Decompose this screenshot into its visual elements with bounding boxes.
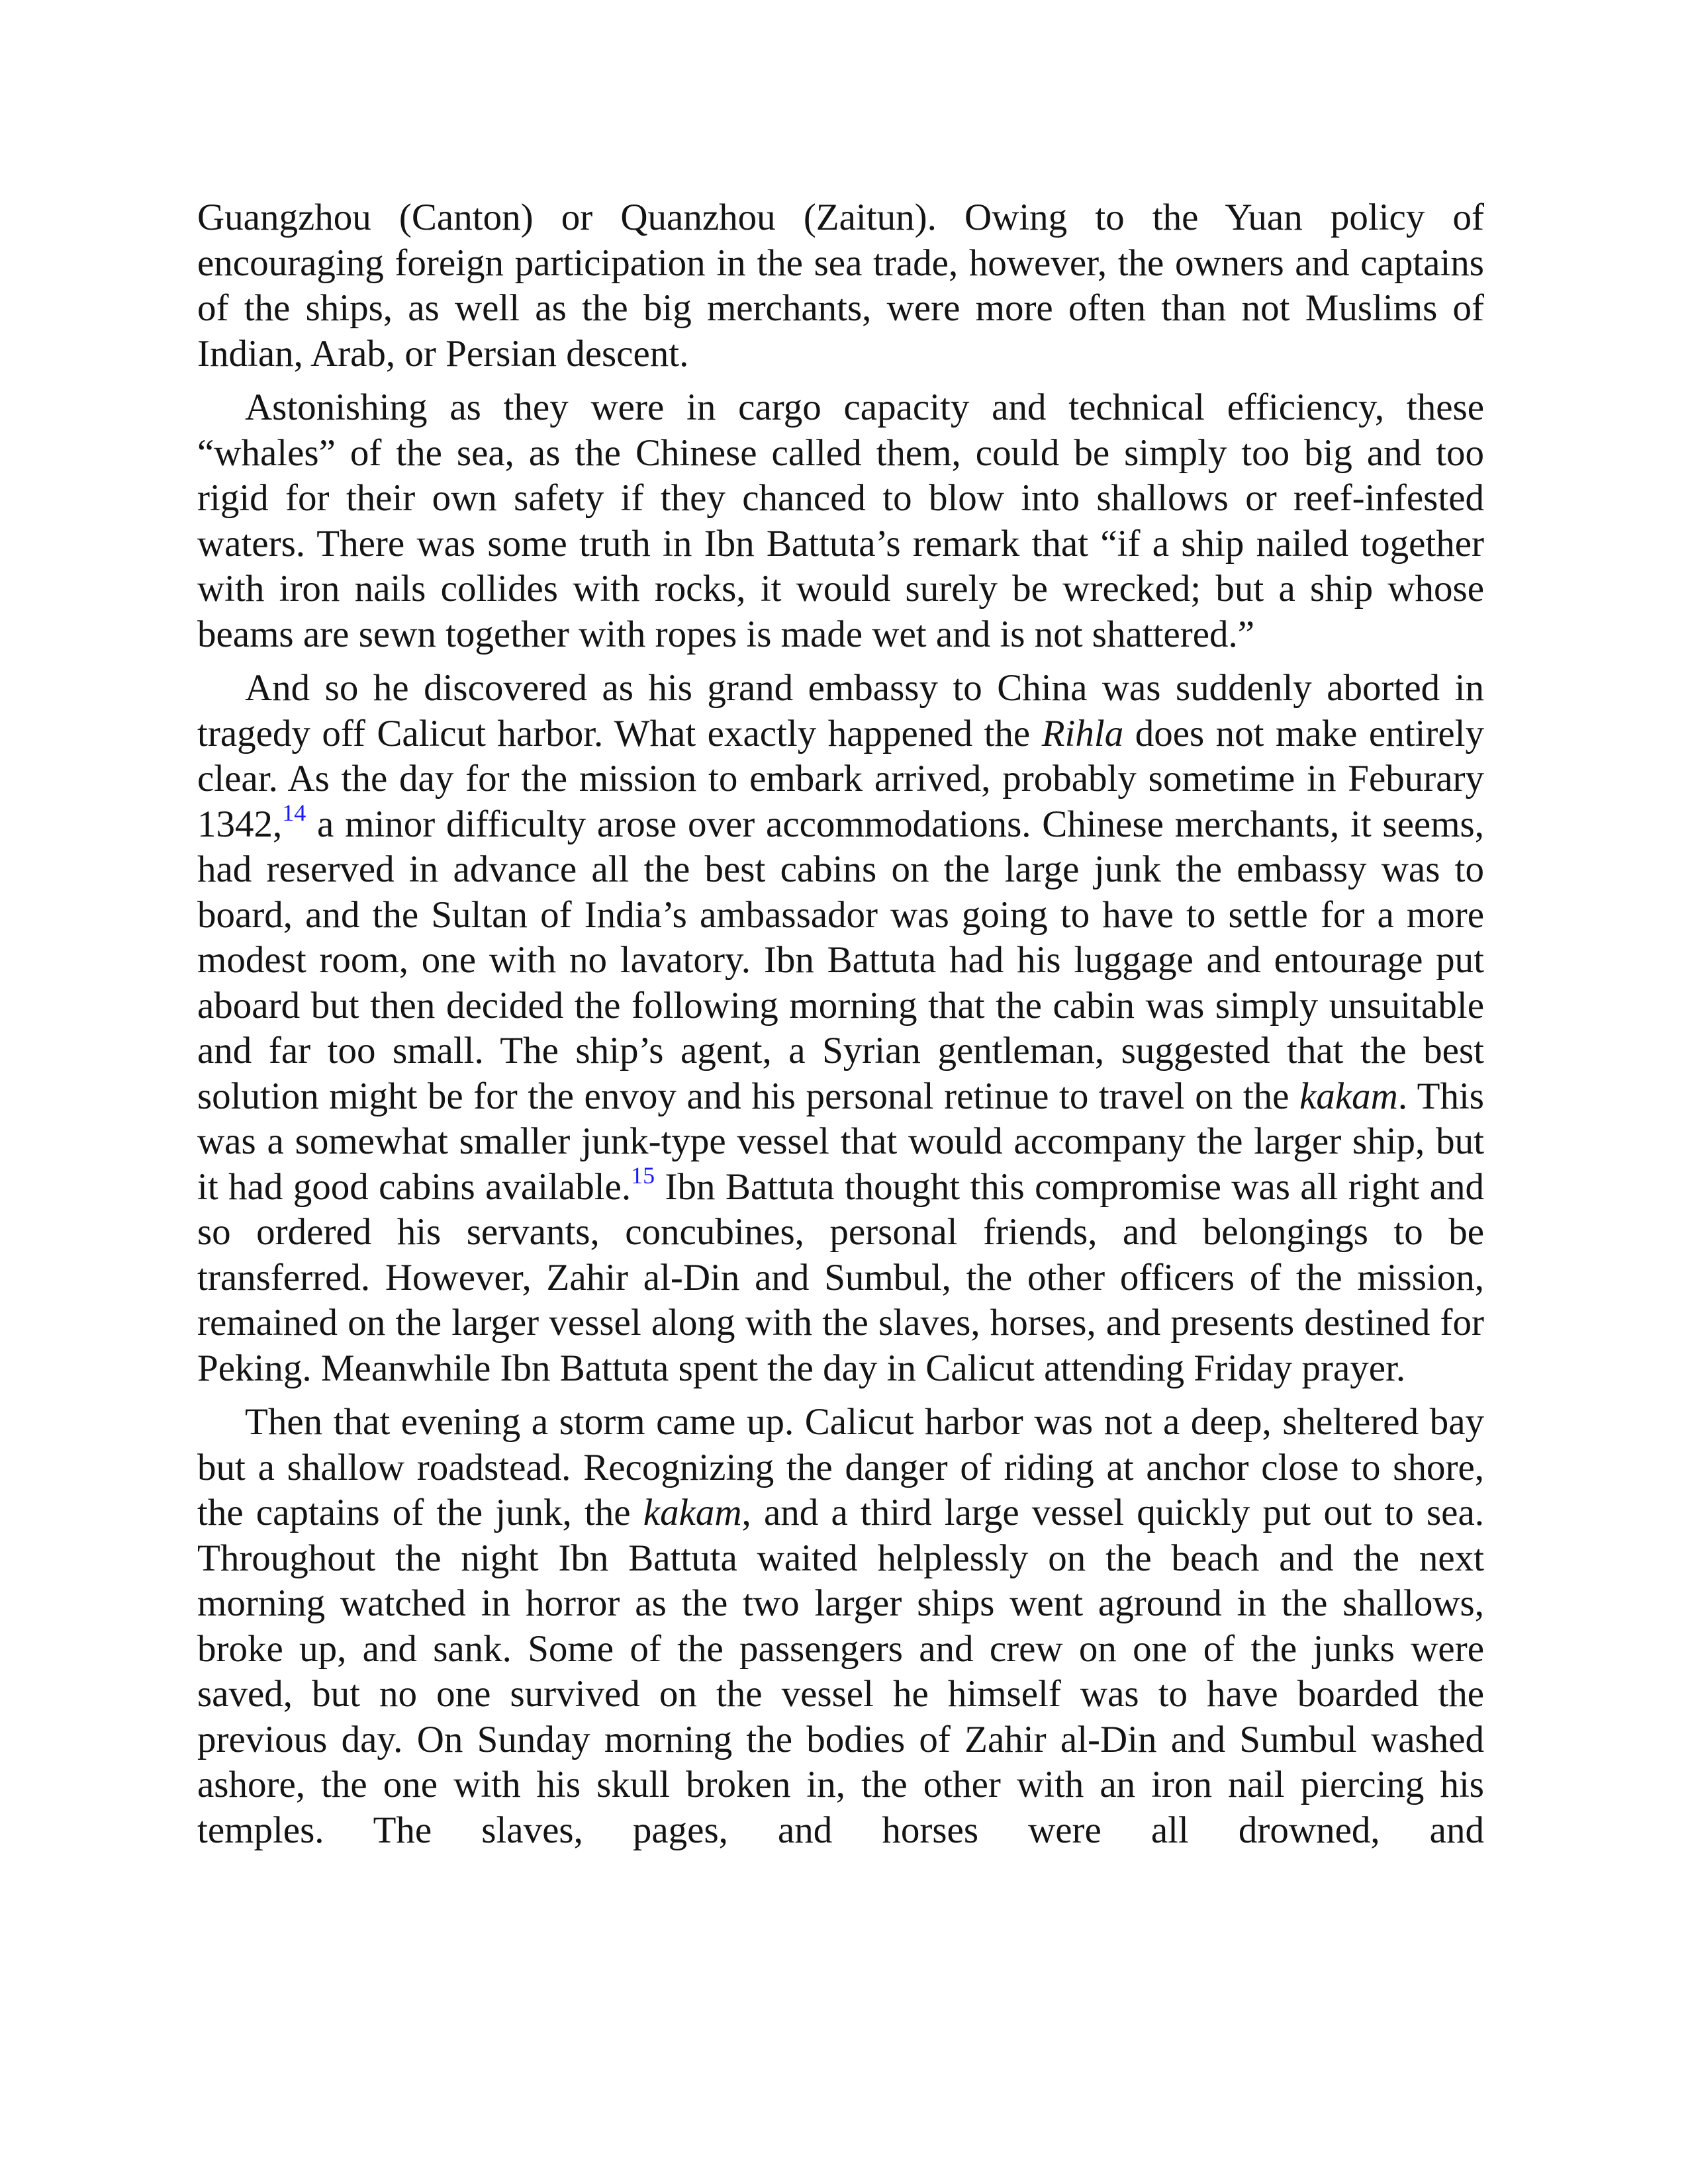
paragraph: [197, 385, 1484, 657]
paragraph-text: . This was a somewhat smaller junk-type vessel that would accompany the larger ship, but it had good cabins available.: [197, 1075, 1484, 1208]
italic-title-rihla: Rihla: [1041, 712, 1124, 754]
italic-term-kakam: kakam: [643, 1492, 742, 1533]
paragraph-text: And so he discovered as his grand embassy to China was suddenly aborted in tragedy off Calicut harbor. What exactly happened the: [197, 667, 1484, 754]
paragraph: [197, 1400, 1484, 1853]
paragraph-text: Guangzhou (Canton) or Quanzhou (Zaitun). Owing to the Yuan policy of encouraging foreign participation in the sea trade, however, the owners and captains of the ships, as well as the big merchants, were more often than not Muslims of Indian, Arab, or Persian descent.: [197, 197, 1484, 375]
page-body: [197, 195, 1484, 1853]
paragraph-text: a minor difficulty arose over accommodations. Chinese merchants, it seems, had reserved in advance all the best cabins on the large junk the embassy was to board, and the Sultan of India’s ambassador was going to have to settle for a more modest room, one with no lavatory. Ibn Battuta had his luggage and entourage put aboard but then decided the following morning that the cabin was simply unsuitable and far too small. The ship’s agent, a Syrian gentleman, suggested that the best solution might be for the envoy and his personal retinue to travel on the: [197, 803, 1484, 1117]
paragraph-text: Ibn Battuta thought this compromise was all right and so ordered his servants, concubines, personal friends, and belongings to be transferred. However, Zahir al-Din and Sumbul, the other officers of the mission, remained on the larger vessel along with the slaves, horses, and presents destined for Peking. Meanwhile Ibn Battuta spent the day in Calicut attending Friday prayer.: [197, 1165, 1484, 1389]
paragraph-text: Astonishing as they were in cargo capacity and technical efficiency, these “whales” of the sea, as the Chinese called them, could be simply too big and too rigid for their own safety if they chanced to blow into shallows or reef-infested waters. There was some truth in Ibn Battuta’s remark that “if a ship nailed together with iron nails collides with rocks, it would surely be wrecked; but a ship whose beams are sewn together with ropes is made wet and is not shattered.”: [197, 387, 1484, 655]
paragraph-text: does not make entirely clear. As the day for the mission to embark arrived, probably sometime in Feburary 1342,: [197, 712, 1484, 845]
footnote-ref-15[interactable]: 15: [631, 1161, 655, 1189]
footnote-ref-14[interactable]: 14: [282, 799, 306, 826]
paragraph: [197, 195, 1484, 377]
paragraph-text: Then that evening a storm came up. Calicut harbor was not a deep, sheltered bay but a shallow roadstead. Recognizing the danger of riding at anchor close to shore, the captains of the junk, the: [197, 1401, 1484, 1533]
italic-term-kakam: kakam: [1299, 1075, 1398, 1117]
paragraph: [197, 666, 1484, 1391]
paragraph-text: , and a third large vessel quickly put out to sea. Throughout the night Ibn Battuta waited helplessly on the beach and the next morning watched in horror as the two larger ships went aground in the shallows, broke up, and sank. Some of the passengers and crew on one of the junks were saved, but no one survived on the vessel he himself was to have boarded the previous day. On Sunday morning the bodies of Zahir al-Din and Sumbul washed ashore, the one with his skull broken in, the other with an iron nail piercing his temples. The slaves, pages, and horses were all drowned, and: [197, 1492, 1484, 1851]
